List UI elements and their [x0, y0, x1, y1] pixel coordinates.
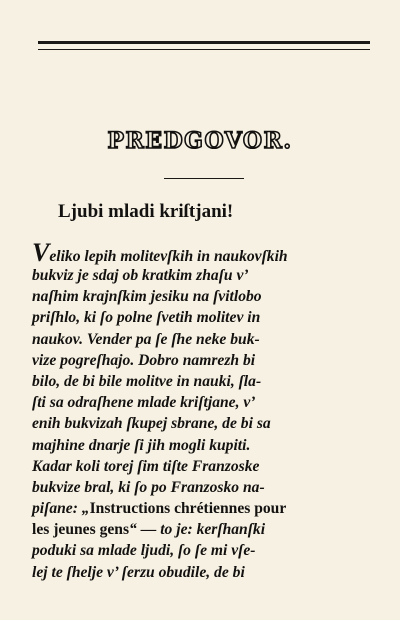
text-line: naukov. Vender pa ſe ſhe neke buk- — [32, 330, 260, 348]
top-double-rule — [38, 41, 370, 50]
text-line: Veliko lepih molitevſkih in naukovſkih — [32, 238, 288, 267]
text-line: bilo, de bi bile molitve in nauki, ſla- — [32, 372, 262, 390]
text-line: vize pogreſhajo. Dobro namrezh bi — [32, 351, 256, 369]
text-line: piſane: „Instructions chrétiennes pour — [32, 500, 287, 518]
text-line: bukviz je sdaj ob kratkim zhaſu v’ — [32, 267, 249, 284]
drop-capital: V — [32, 238, 50, 267]
french-title: les jeunes gens — [32, 521, 130, 539]
text-line: les jeunes gens“ — to je: kerſhanſki — [32, 521, 266, 539]
text-line: priſhlo, ki ſo polne ſvetih molitev in — [32, 309, 261, 327]
text-line: majhine dnarje ſi jih mogli kupiti. — [32, 436, 251, 454]
heading-divider — [164, 178, 244, 179]
text-line: ſti sa odraſhene mlade kriſtjane, v’ — [32, 394, 256, 412]
text-line: enih bukvizah ſkupej sbrane, de bi sa — [32, 415, 271, 433]
text-line: bukvize bral, ki ſo po Franzosko na- — [32, 478, 265, 496]
text-line: naſhim krajnſkim jesiku na ſvitlobo — [32, 288, 262, 306]
text-line: Kadar koli torej ſim tiſte Franzoske — [32, 457, 260, 475]
text-line: lej te ſhelje v’ ſerzu obudile, de bi — [32, 563, 245, 581]
french-title: Instructions chrétiennes pour — [89, 500, 287, 518]
preface-body — [32, 238, 368, 583]
salutation: Ljubi mladi kriſtjani! — [58, 201, 234, 222]
text-line: poduki sa mlade ljudi, ſo ſe mi vſe- — [32, 542, 256, 560]
chapter-heading: PREDGOVOR. — [107, 128, 293, 154]
